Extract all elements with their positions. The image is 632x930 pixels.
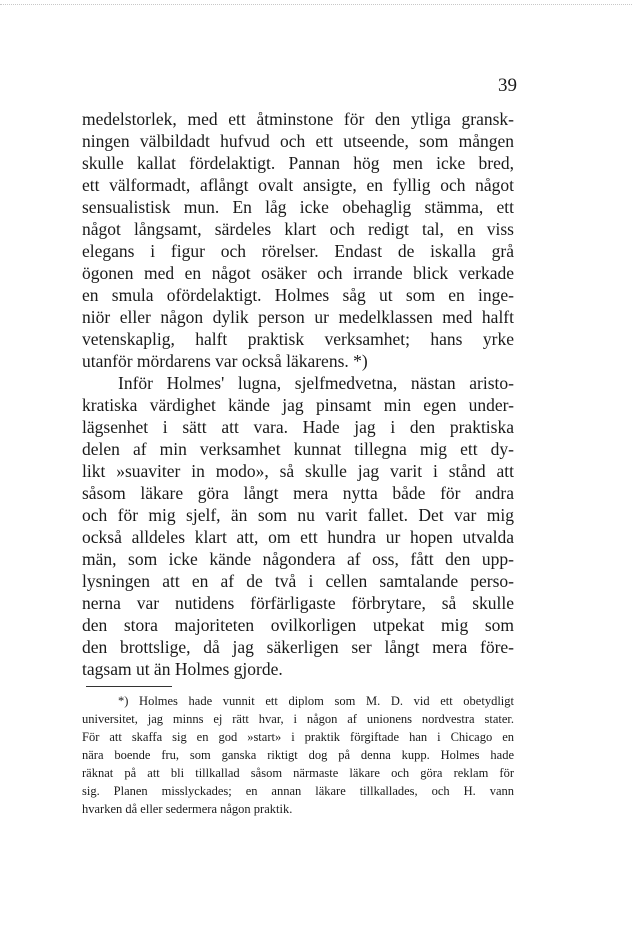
- body-line: delen af min verksamhet kunnat tillegna mig ett dy-: [82, 439, 514, 459]
- footnote-line: För att skaffa sig en god »start» i praktik förgiftade han i Chicago en: [82, 730, 514, 744]
- body-line: ningen välbildadt hufvud och ett utseende, som mången: [82, 131, 514, 151]
- body-line: vetenskaplig, halft praktisk verksamhet; hans yrke: [82, 329, 514, 349]
- body-line: kratiska värdighet kände jag pinsamt min egen under-: [82, 395, 514, 415]
- body-line: män, som icke kände någondera af oss, fått den upp-: [82, 549, 514, 569]
- body-line: den brottslige, då jag säkerligen ser långt mera före-: [82, 637, 514, 657]
- body-line: elegans i figur och rörelser. Endast de iskalla grå: [82, 241, 514, 261]
- footnote-divider: [86, 686, 172, 687]
- footnote: [82, 692, 514, 818]
- body-line: den stora majoriteten ovilkorligen utpekat mig som: [82, 615, 514, 635]
- body-line: likt »suaviter in modo», så skulle jag varit i stånd att: [82, 461, 514, 481]
- body-line: och för mig sjelf, än som nu varit fallet. Det var mig: [82, 505, 514, 525]
- body-line: ett välformadt, aflångt ovalt ansigte, en fyllig och något: [82, 175, 514, 195]
- body-line: lägsenhet i sätt att vara. Hade jag i den praktiska: [82, 417, 514, 437]
- footnote-line: *) Holmes hade vunnit ett diplom som M. D. vid ett obetydligt: [118, 694, 514, 708]
- body-line: lysningen att en af de två i cellen samtalande perso-: [82, 571, 514, 591]
- body-line: ögonen med en något osäker och irrande blick verkade: [82, 263, 514, 283]
- body-line: tagsam ut än Holmes gjorde.: [82, 659, 283, 679]
- page-number: 39: [498, 75, 517, 96]
- page-top-edge: [0, 4, 632, 5]
- body-line: skulle kallat fördelaktigt. Pannan hög men icke bred,: [82, 153, 514, 173]
- body-line: såsom läkare göra långt mera nytta både för andra: [82, 483, 514, 503]
- footnote-line: universitet, jag minns ej rätt hvar, i någon af unionens nordvestra stater.: [82, 712, 514, 726]
- body-line: sensualistisk mun. En låg icke obehaglig stämma, ett: [82, 197, 514, 217]
- body-line: niör eller någon dylik person ur medelklassen med halft: [82, 307, 514, 327]
- body-line: nerna var nutidens förfärligaste förbrytare, så skulle: [82, 593, 514, 613]
- body-text: [82, 108, 514, 680]
- body-line: utanför mördarens var också läkarens. *): [82, 351, 368, 371]
- footnote-line: nära boende fru, som ganska riktigt dog på denna kupp. Holmes hade: [82, 748, 514, 762]
- body-line: något långsamt, särdeles klart och redigt tal, en viss: [82, 219, 514, 239]
- body-line: Inför Holmes' lugna, sjelfmedvetna, nästan aristo-: [118, 373, 514, 393]
- footnote-line: hvarken då eller sedermera någon praktik.: [82, 802, 293, 816]
- footnote-line: räknat på att bli tillkallad såsom närmaste läkare och göra reklam för: [82, 766, 514, 780]
- body-line: också alldeles klart att, om ett hundra ur hopen utvalda: [82, 527, 514, 547]
- body-line: medelstorlek, med ett åtminstone för den ytliga gransk-: [82, 109, 514, 129]
- footnote-line: sig. Planen misslyckades; en annan läkare tillkallades, och H. vann: [82, 784, 514, 798]
- body-line: en smula ofördelaktigt. Holmes såg ut som en inge-: [82, 285, 514, 305]
